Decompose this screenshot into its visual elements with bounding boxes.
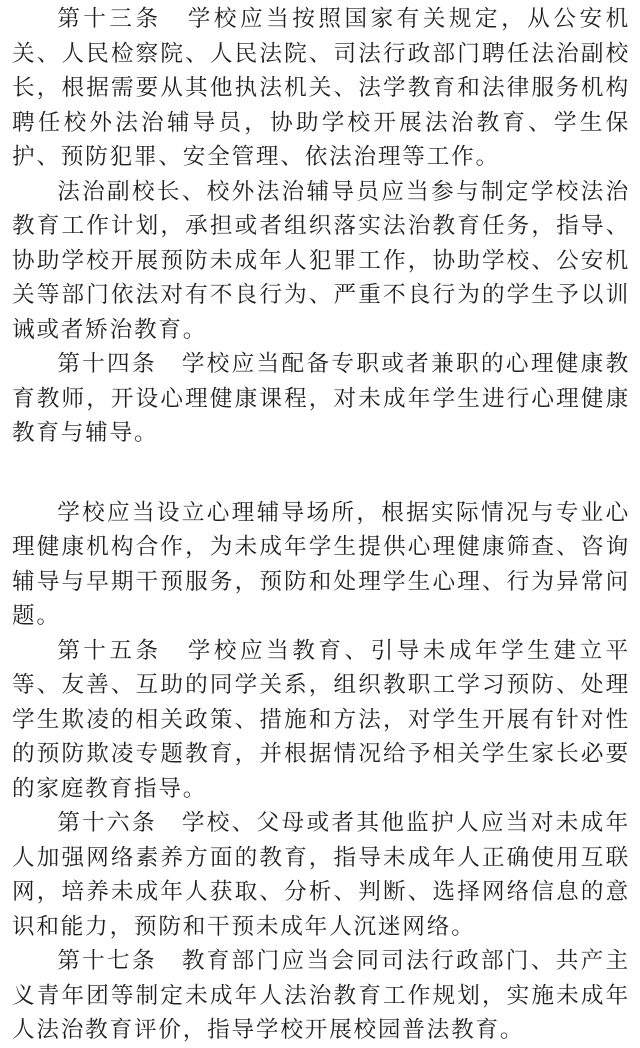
paragraph-article-14-cont: 学校应当设立心理辅导场所，根据实际情况与专业心理健康机构合作，为未成年学生提供心理健康筛查、咨询辅导与早期干预服务，预防和处理学生心理、行为异常问题。: [12, 499, 630, 629]
paragraph-article-15: 第十五条 学校应当教育、引导未成年学生建立平等、友善、互助的同学关系，组织教职工学习预防、处理学生欺凌的相关政策、措施和方法，对学生开展有针对性的预防欺凌专题教育，并根据情况给予相关学生家长必要的家庭教育指导。: [12, 637, 630, 802]
paragraph-article-13-cont: 法治副校长、校外法治辅导员应当参与制定学校法治教育工作计划，承担或者组织落实法治教育任务，指导、协助学校开展预防未成年人犯罪工作，协助学校、公安机关等部门依法对有不良行为、严重不良行为的学生予以训诫或者矫治教育。: [12, 178, 630, 343]
paragraph-article-16: 第十六条 学校、父母或者其他监护人应当对未成年人加强网络素养方面的教育，指导未成年人正确使用互联网，培养未成年人获取、分析、判断、选择网络信息的意识和能力，预防和干预未成年人沉迷网络。: [12, 810, 630, 940]
paragraph-article-13: 第十三条 学校应当按照国家有关规定，从公安机关、人民检察院、人民法院、司法行政部门聘任法治副校长，根据需要从其他执法机关、法学教育和法律服务机构聘任校外法治辅导员，协助学校开展法治教育、学生保护、预防犯罪、安全管理、依法治理等工作。: [12, 6, 630, 170]
paragraph-article-14: 第十四条 学校应当配备专职或者兼职的心理健康教育教师，开设心理健康课程，对未成年学生进行心理健康教育与辅导。: [12, 351, 630, 446]
paragraph-article-17: 第十七条 教育部门应当会同司法行政部门、共产主义青年团等制定未成年人法治教育工作规划，实施未成年人法治教育评价，指导学校开展校园普法教育。: [12, 948, 630, 1043]
